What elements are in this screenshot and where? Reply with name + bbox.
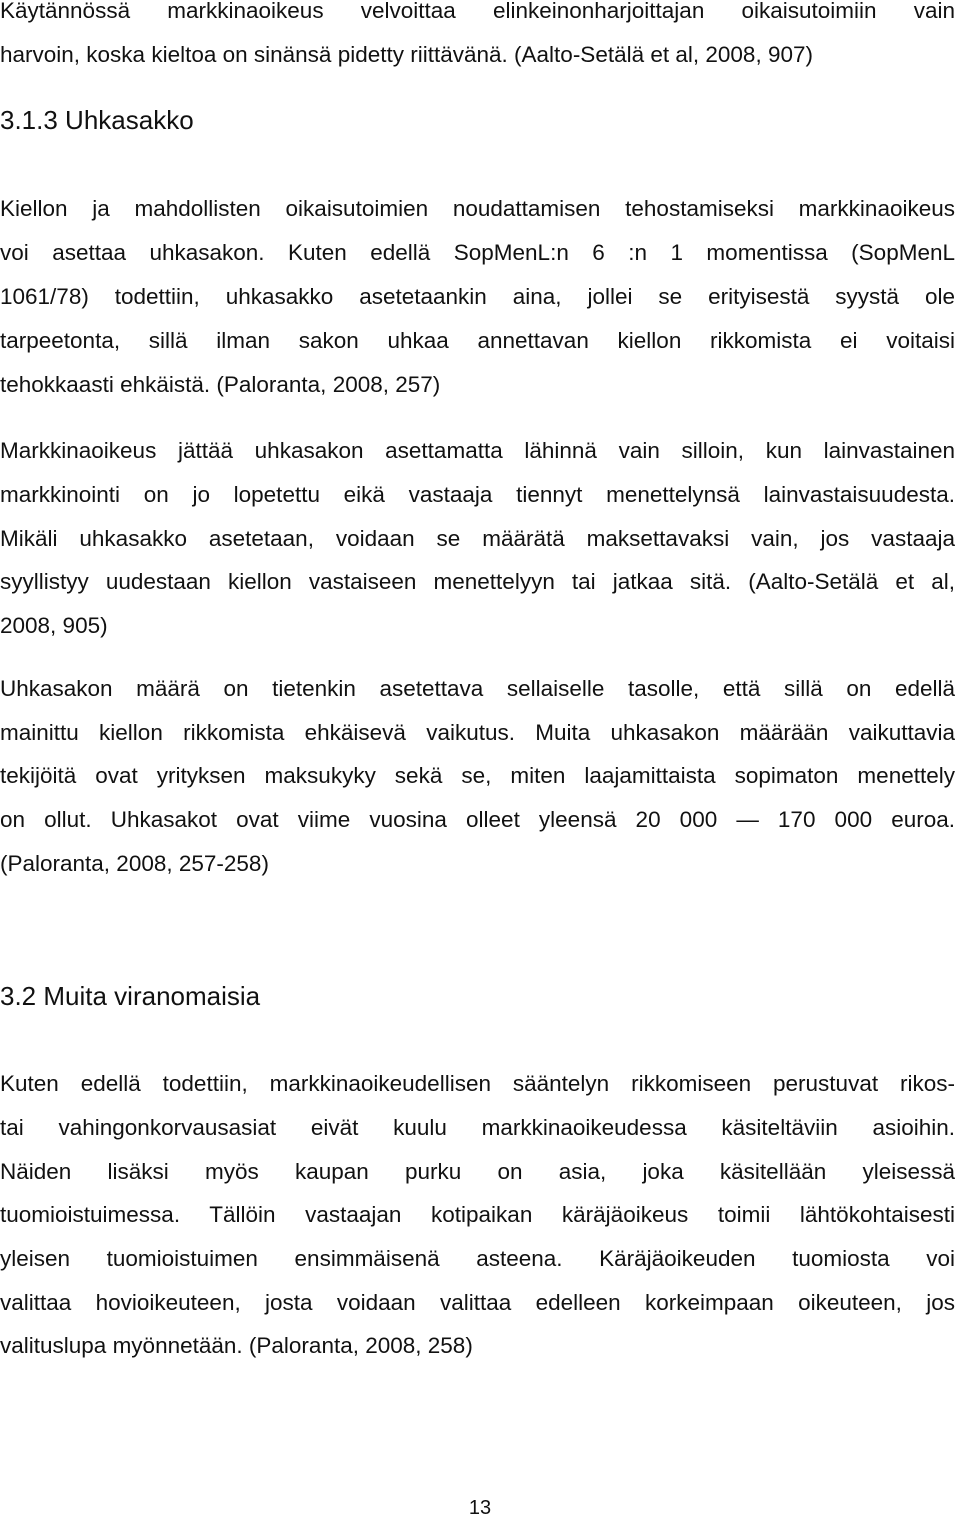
text-line: Näiden lisäksi myös kaupan purku on asia, joka käsitellään yleisessä	[0, 1159, 955, 1184]
text-line: harvoin, koska kieltoa on sinänsä pidetty riittävänä. (Aalto-Setälä et al, 2008, 907)	[0, 42, 813, 67]
text-line: 1061/78) todettiin, uhkasakko asetetaankin aina, jollei se erityisestä syystä ole	[0, 284, 955, 309]
text-line: Uhkasakon määrä on tietenkin asetettava sellaiselle tasolle, että sillä on edellä	[0, 676, 955, 701]
text-line: valituslupa myönnetään. (Paloranta, 2008, 258)	[0, 1333, 473, 1358]
text-line: on ollut. Uhkasakot ovat viime vuosina olleet yleensä 20 000 — 170 000 euroa.	[0, 807, 955, 832]
text-line: syyllistyy uudestaan kiellon vastaiseen menettelyyn tai jatkaa sitä. (Aalto-Setälä et al,	[0, 569, 955, 594]
text-line: Mikäli uhkasakko asetetaan, voidaan se määrätä maksettavaksi vain, jos vastaaja	[0, 526, 955, 551]
text-line: markkinointi on jo lopetettu eikä vastaaja tiennyt menettelynsä lainvastaisuudesta.	[0, 482, 955, 507]
page-number: 13	[468, 1497, 492, 1519]
text-line: mainittu kiellon rikkomista ehkäisevä vaikutus. Muita uhkasakon määrään vaikuttavia	[0, 720, 955, 745]
section-heading: 3.2 Muita viranomaisia	[0, 981, 261, 1011]
text-line: tekijöitä ovat yrityksen maksukyky sekä se, miten laajamittaista sopimaton menettely	[0, 763, 955, 788]
text-line: tarpeetonta, sillä ilman sakon uhkaa annettavan kiellon rikkomista ei voitaisi	[0, 328, 955, 353]
text-line: Kuten edellä todettiin, markkinaoikeudellisen sääntelyn rikkomiseen perustuvat rikos-	[0, 1071, 955, 1096]
text-line: valittaa hovioikeuteen, josta voidaan valittaa edelleen korkeimpaan oikeuteen, jos	[0, 1290, 955, 1315]
text-line: tehokkaasti ehkäistä. (Paloranta, 2008, 257)	[0, 372, 441, 397]
text-line: Kiellon ja mahdollisten oikaisutoimien noudattamisen tehostamiseksi markkinaoikeus	[0, 196, 955, 221]
section-heading: 3.1.3 Uhkasakko	[0, 105, 194, 135]
text-line: Käytännössä markkinaoikeus velvoittaa elinkeinonharjoittajan oikaisutoimiin vain	[0, 0, 955, 23]
text-line: Markkinaoikeus jättää uhkasakon asettamatta lähinnä vain silloin, kun lainvastainen	[0, 438, 955, 463]
text-line: tuomioistuimessa. Tällöin vastaajan kotipaikan käräjäoikeus toimii lähtökohtaisesti	[0, 1202, 955, 1227]
text-line: yleisen tuomioistuimen ensimmäisenä asteena. Käräjäoikeuden tuomiosta voi	[0, 1246, 955, 1271]
text-line: voi asettaa uhkasakon. Kuten edellä SopMenL:n 6 :n 1 momentissa (SopMenL	[0, 240, 955, 265]
text-line: tai vahingonkorvausasiat eivät kuulu markkinaoikeudessa käsiteltäviin asioihin.	[0, 1115, 955, 1140]
text-line: 2008, 905)	[0, 613, 108, 638]
text-line: (Paloranta, 2008, 257-258)	[0, 851, 269, 876]
